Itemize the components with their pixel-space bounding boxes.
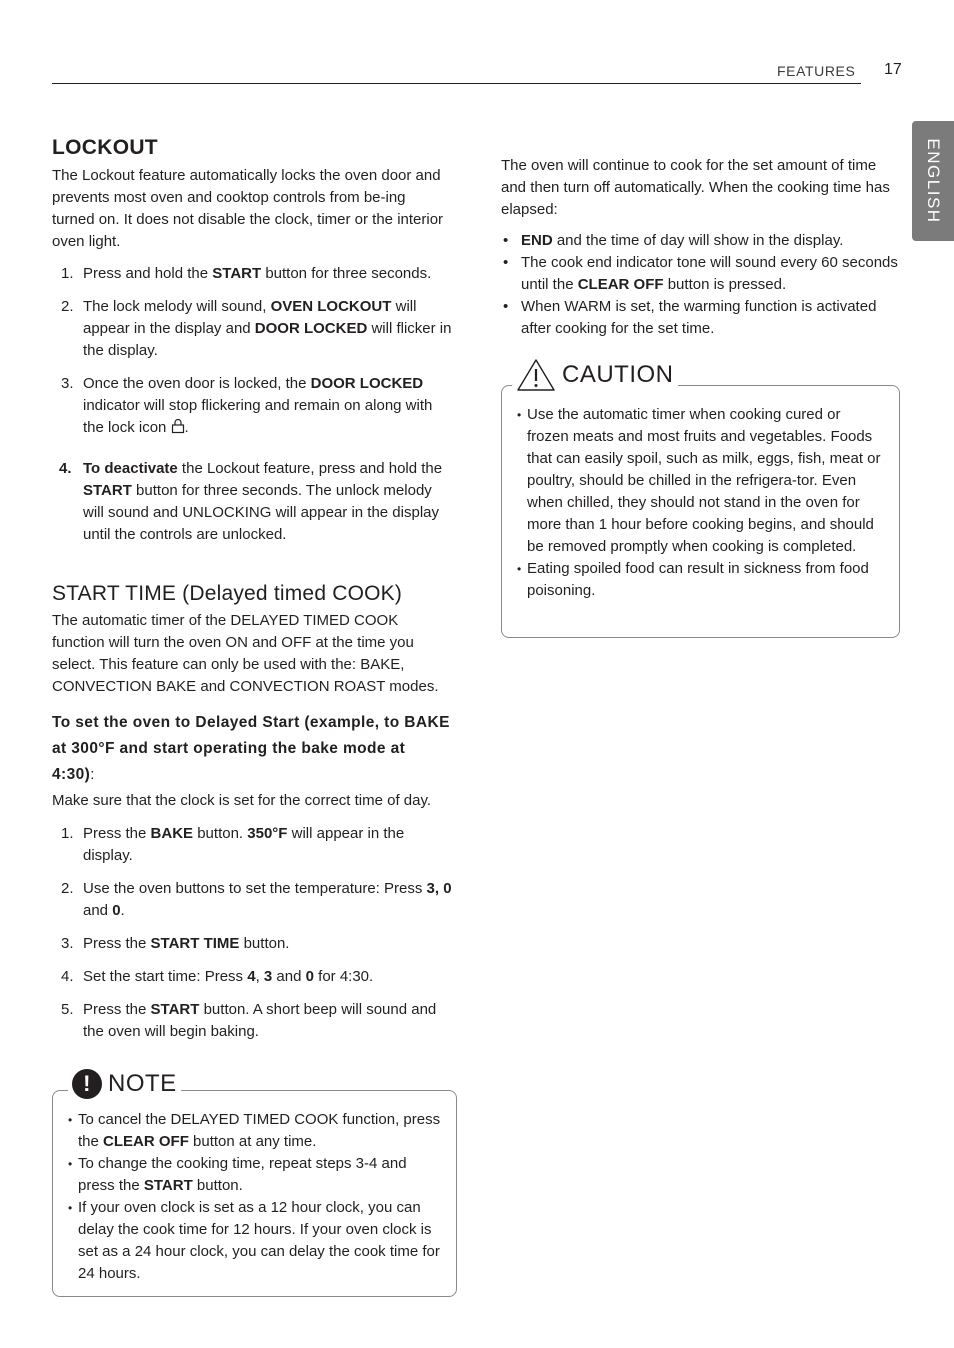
note-header xyxy=(68,1069,181,1099)
caution-item: • Eating spoiled food can result in sickness from food poisoning. xyxy=(501,558,886,602)
start-time-title: START TIME (Delayed timed COOK) xyxy=(52,582,403,605)
note-item: • To cancel the DELAYED TIMED COOK function, press the CLEAR OFF button at any time. xyxy=(52,1109,447,1153)
lockout-section xyxy=(52,135,452,546)
page-number: 17 xyxy=(884,61,902,78)
elapsed-bullet: • END and the time of day will show in the display. xyxy=(501,230,903,252)
lockout-title: LOCKOUT xyxy=(52,136,158,159)
delayed-start-subheading: To set the oven to Delayed Start (example, to BAKE at 300°F and start operating the bake mode at 4:30): xyxy=(52,714,450,783)
caution-header xyxy=(512,358,678,392)
elapsed-bullet: • The cook end indicator tone will sound every 60 seconds until the CLEAR OFF button is pressed. xyxy=(501,252,903,296)
caution-title: CAUTION xyxy=(562,361,674,388)
note-content xyxy=(52,1109,447,1285)
cooking-elapsed-section xyxy=(501,155,903,340)
header-rule xyxy=(52,83,861,84)
lockout-step-2: 2. The lock melody will sound, OVEN LOCKOUT will appear in the display and DOOR LOCKED will flicker in the display. xyxy=(61,298,452,359)
lock-icon xyxy=(171,418,185,434)
start-step-4: 4. Set the start time: Press 4, 3 and 0 for 4:30. xyxy=(61,968,374,985)
lockout-step-3: 3. Once the oven door is locked, the DOOR LOCKED indicator will stop flickering and remain on along with the lock icon . xyxy=(61,375,433,436)
caution-content xyxy=(501,404,886,602)
warning-triangle-icon xyxy=(516,358,556,392)
language-tab-label: ENGLISH xyxy=(924,138,943,224)
elapsed-bullet: • When WARM is set, the warming function is activated after cooking for the set time. xyxy=(501,296,903,340)
note-item: • If your oven clock is set as a 12 hour clock, you can delay the cook time for 12 hours. If your oven clock is set as a 24 hour clock, you can delay the cook time for 24 hours. xyxy=(52,1197,447,1285)
start-step-5: 5. Press the START button. A short beep will sound and the oven will begin baking. xyxy=(61,1001,437,1040)
start-step-3: 3. Press the START TIME button. xyxy=(61,935,290,952)
caution-item: • Use the automatic timer when cooking cured or frozen meats and most fruits and vegetables. Foods that can easily spoil, such as milk, eggs, fish, meat or poultry, should be chilled in the refrigera-tor. Even when chilled, they should not stand in the oven for more than 1 hour before cooking begins, and should be removed promptly when cooking is completed. xyxy=(501,404,886,558)
exclamation-icon: ! xyxy=(72,1069,102,1099)
lockout-intro: The Lockout feature automatically locks the oven door and prevents most oven and cooktop controls from be-ing turned on. It does not disable the clock, timer or the interior oven light. xyxy=(52,167,444,250)
clock-note: Make sure that the clock is set for the correct time of day. xyxy=(52,792,432,809)
section-label: FEATURES xyxy=(777,63,856,79)
start-time-section xyxy=(52,581,452,1043)
note-title: NOTE xyxy=(108,1070,177,1097)
right-intro: The oven will continue to cook for the set amount of time and then turn off automatically. When the cooking time has elapsed: xyxy=(501,157,890,218)
note-item: • To change the cooking time, repeat steps 3-4 and press the START button. xyxy=(52,1153,447,1197)
start-time-intro: The automatic timer of the DELAYED TIMED COOK function will turn the oven ON and OFF at the time you select. This feature can only be used with the: BAKE, CONVECTION BAKE and CONVECTION ROAST modes. xyxy=(52,612,439,695)
lockout-step-1: 1. Press and hold the START button for three seconds. xyxy=(61,265,432,282)
start-step-2: 2. Use the oven buttons to set the temperature: Press 3, 0 and 0. xyxy=(61,880,452,919)
language-tab xyxy=(912,121,954,241)
start-step-1: 1. Press the BAKE button. 350°F will appear in the display. xyxy=(61,825,405,864)
lockout-step-4: 4. To deactivate the Lockout feature, press and hold the START button for three seconds. The unlock melody will sound and UNLOCKING will appear in the display until the controls are unlocked. xyxy=(59,460,443,543)
